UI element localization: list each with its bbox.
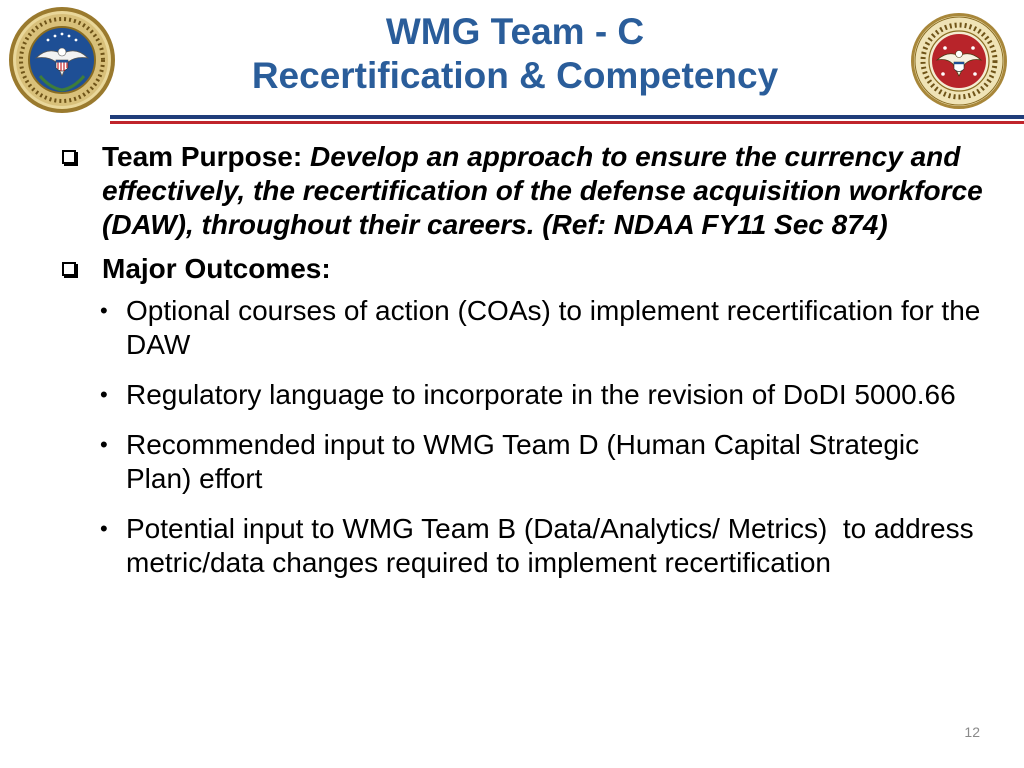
bullet-dot-icon: • (100, 516, 108, 541)
bullet-dot-icon: • (100, 432, 108, 457)
outcome-item (62, 378, 992, 412)
slide-title (130, 10, 900, 98)
outcome-text: Potential input to WMG Team B (Data/Analytics/ Metrics) to address metric/data changes required to implement recertification (126, 513, 982, 578)
outcome-text: Optional courses of action (COAs) to implement recertification for the DAW (126, 295, 989, 360)
team-purpose-label: Team Purpose: (102, 141, 303, 172)
major-outcomes-label: Major Outcomes: (102, 253, 331, 284)
team-purpose-item (62, 140, 992, 242)
outcome-item (62, 512, 992, 580)
title-line-1: WMG Team - C (385, 11, 645, 52)
checkbox-bullet-icon (62, 262, 76, 276)
outcome-item (62, 428, 992, 496)
outcome-item (62, 294, 992, 362)
outcome-text: Regulatory language to incorporate in the revision of DoDI 5000.66 (126, 379, 956, 410)
title-line-2: Recertification & Competency (251, 55, 779, 96)
bullet-dot-icon: • (100, 298, 108, 323)
bullet-dot-icon: • (100, 382, 108, 407)
outcome-text: Recommended input to WMG Team D (Human Capital Strategic Plan) effort (126, 429, 927, 494)
checkbox-bullet-icon (62, 150, 76, 164)
slide-body (62, 140, 992, 596)
major-outcomes-item (62, 252, 992, 286)
team-purpose-text: Develop an approach to ensure the currency and effectively, the recertification of the defense acquisition workforce (DAW), throughout their careers. (Ref: NDAA FY11 Sec 874) (102, 141, 983, 240)
header-rule-red (110, 121, 1024, 124)
major-outcomes-list (62, 294, 992, 580)
department-of-defense-seal (8, 6, 116, 114)
page-number: 12 (964, 724, 980, 740)
header-rule-navy (110, 115, 1024, 119)
asd-logistics-materiel-readiness-seal (910, 12, 1008, 110)
